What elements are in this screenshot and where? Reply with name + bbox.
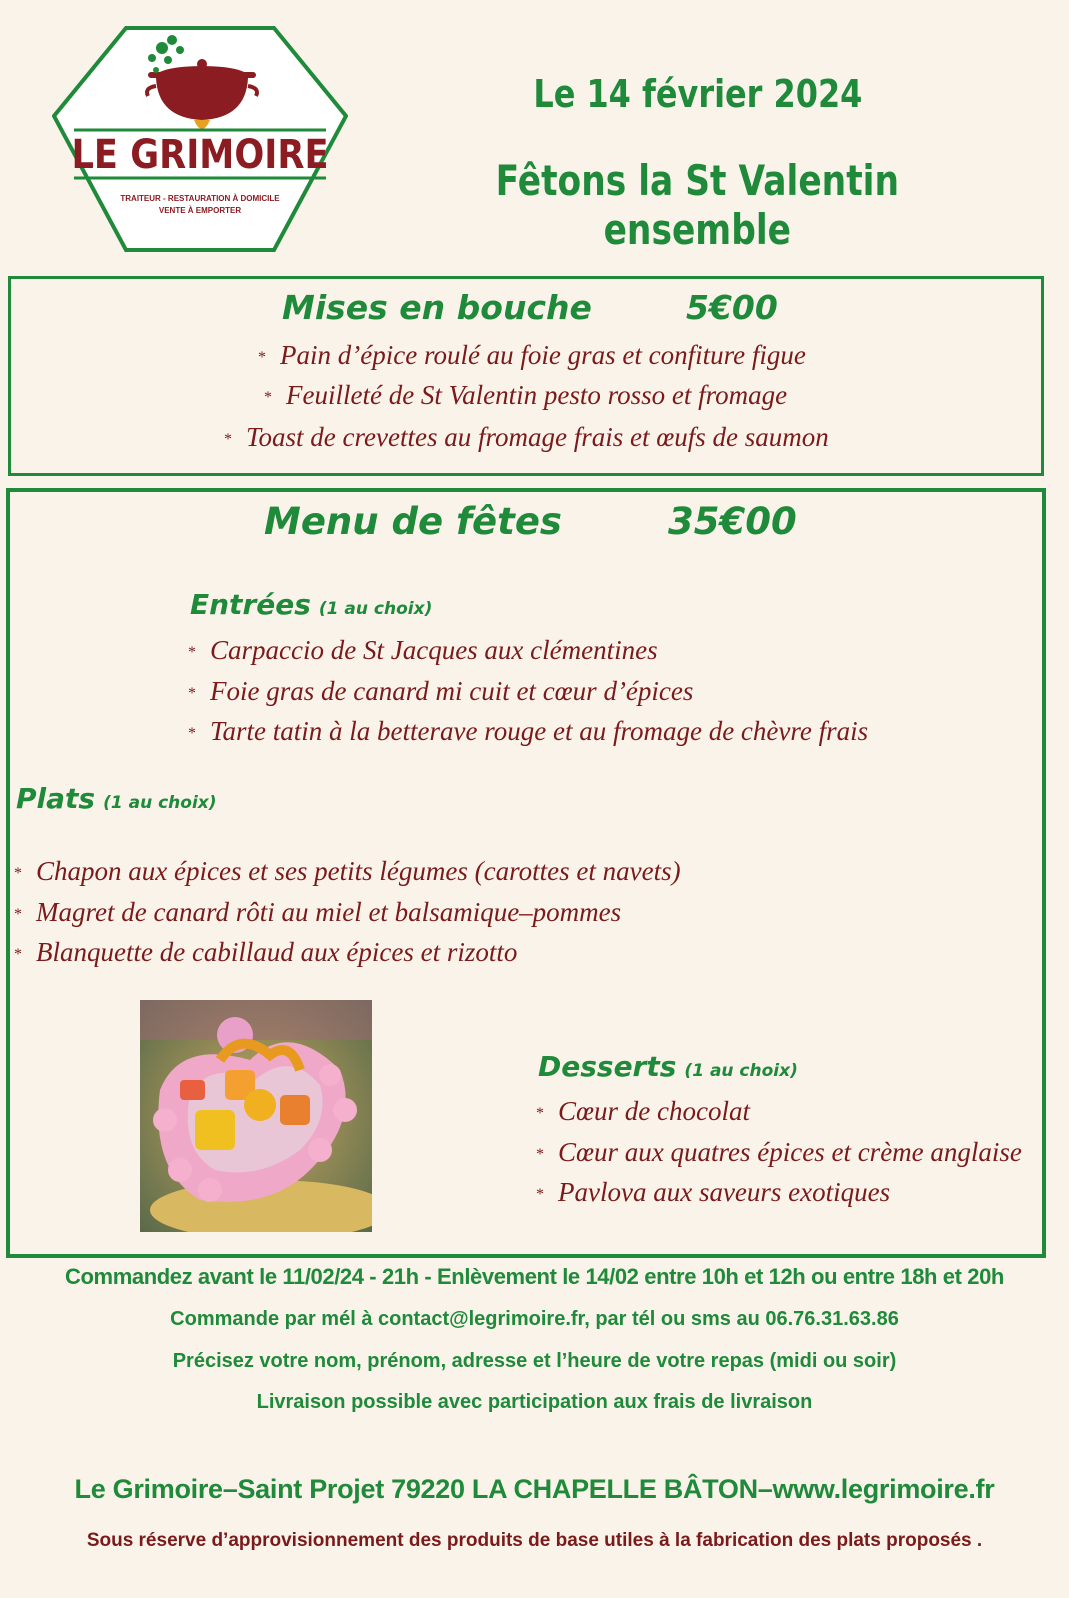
item-text: Cœur de chocolat (558, 1096, 750, 1126)
list-item (188, 716, 868, 747)
logo-name: LE GRIMOIRE (71, 132, 329, 178)
item-text: Pain d’épice roulé au foie gras et confiture figue (280, 340, 806, 370)
list-item (188, 676, 693, 707)
desserts-title (538, 1050, 798, 1083)
address-line: Le Grimoire–Saint Projet 79220 LA CHAPELLE BÂTON–www.legrimoire.fr (74, 1474, 995, 1504)
item-text: Cœur aux quatres épices et crème anglaise (558, 1137, 1022, 1167)
dessert-photo (140, 1000, 372, 1232)
list-item (264, 380, 787, 411)
list-item (536, 1096, 750, 1127)
entrees-note: (1 au choix) (318, 599, 433, 619)
event-date: Le 14 février 2024 (533, 72, 863, 116)
asterisk-bullet-icon: * (536, 1146, 544, 1163)
asterisk-bullet-icon: * (14, 906, 22, 923)
list-item (14, 897, 621, 928)
desserts-label: Desserts (538, 1050, 677, 1083)
asterisk-bullet-icon: * (188, 725, 196, 742)
asterisk-bullet-icon: * (536, 1186, 544, 1203)
item-text: Tarte tatin à la betterave rouge et au fromage de chèvre frais (210, 716, 869, 746)
disclaimer: Sous réserve d’approvisionnement des produits de base utiles à la fabrication des plats proposés . (86, 1530, 983, 1551)
asterisk-bullet-icon: * (188, 644, 196, 661)
menu-title: Menu de fêtes (264, 500, 562, 543)
plats-note: (1 au choix) (103, 793, 217, 813)
le-grimoire-logo (52, 26, 348, 252)
asterisk-bullet-icon: * (258, 349, 266, 366)
desserts-note: (1 au choix) (684, 1061, 798, 1081)
item-text: Foie gras de canard mi cuit et cœur d’épices (210, 676, 694, 706)
asterisk-bullet-icon: * (14, 865, 22, 882)
item-text: Pavlova aux saveurs exotiques (558, 1177, 891, 1207)
logo-tagline-1: TRAITEUR - RESTAURATION À DOMICILE (120, 194, 280, 203)
entrees-label: Entrées (190, 588, 311, 621)
list-item (536, 1177, 890, 1208)
list-item (14, 937, 517, 968)
item-text: Carpaccio de St Jacques aux clémentines (210, 635, 658, 665)
logo-tagline-2: VENTE À EMPORTER (158, 206, 242, 215)
list-item (224, 422, 829, 453)
menu-price: 35€00 (668, 500, 797, 543)
contact-info: Commande par mél à contact@legrimoire.fr, par tél ou sms au 06.76.31.63.86 (170, 1308, 899, 1330)
mises-en-bouche-title: Mises en bouche (282, 288, 592, 327)
asterisk-bullet-icon: * (188, 685, 196, 702)
asterisk-bullet-icon: * (536, 1105, 544, 1122)
event-title: Fêtons la St Valentin ensemble (495, 156, 899, 254)
plats-title (16, 782, 217, 815)
list-item (188, 635, 658, 666)
list-item (536, 1137, 1022, 1168)
plats-label: Plats (16, 782, 96, 815)
item-text: Chapon aux épices et ses petits légumes (carottes et navets) (36, 856, 681, 886)
order-deadline: Commandez avant le 11/02/24 - 21h - Enlèvement le 14/02 entre 10h et 12h ou entre 18h et 20h (65, 1264, 1004, 1289)
item-text: Magret de canard rôti au miel et balsamique–pommes (36, 897, 622, 927)
asterisk-bullet-icon: * (264, 389, 272, 406)
item-text: Blanquette de cabillaud aux épices et rizotto (36, 937, 518, 967)
item-text: Feuilleté de St Valentin pesto rosso et fromage (286, 380, 788, 410)
list-item (258, 340, 806, 371)
item-text: Toast de crevettes au fromage frais et œufs de saumon (246, 422, 829, 452)
list-item (14, 856, 681, 887)
asterisk-bullet-icon: * (224, 431, 232, 448)
entrees-title (190, 588, 432, 621)
mises-en-bouche-price: 5€00 (686, 288, 778, 327)
asterisk-bullet-icon: * (14, 946, 22, 963)
delivery-info: Livraison possible avec participation aux frais de livraison (256, 1391, 813, 1413)
order-details: Précisez votre nom, prénom, adresse et l’heure de votre repas (midi ou soir) (172, 1350, 897, 1372)
